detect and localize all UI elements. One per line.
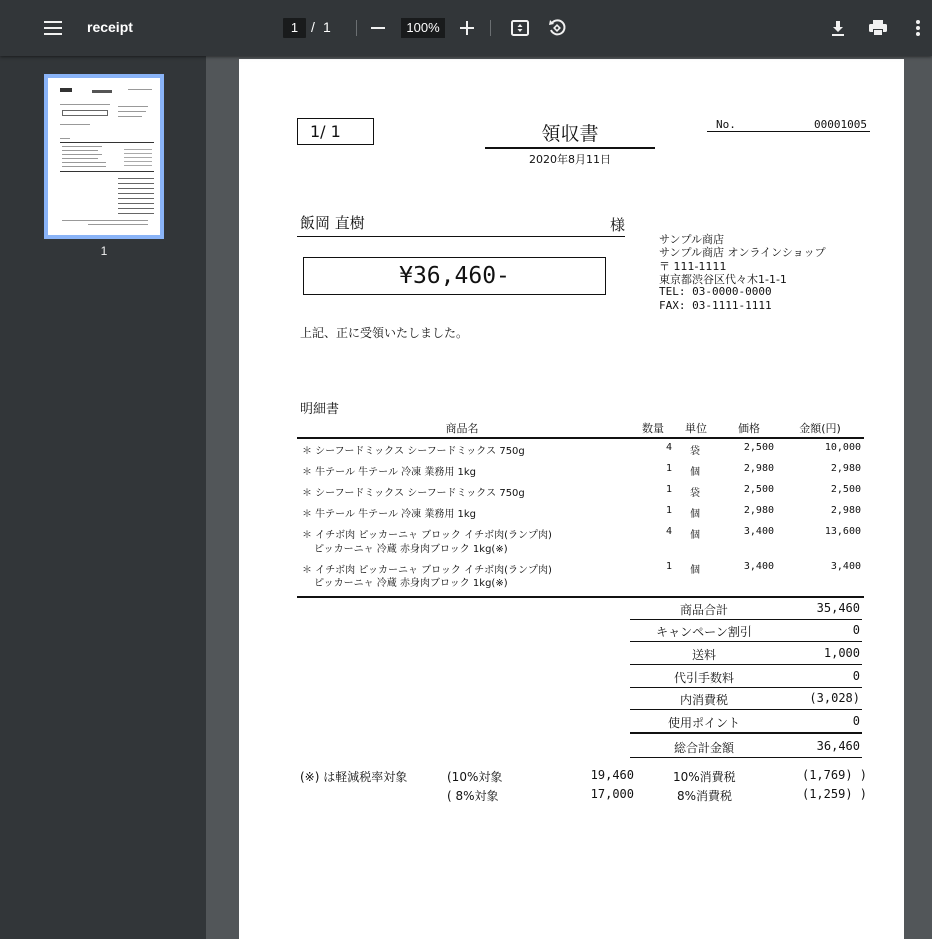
summary-value: 0 — [852, 669, 860, 683]
summary-label: 代引手数料 — [673, 671, 734, 685]
item-qty: 1 — [665, 561, 672, 572]
receipt-number-value: 00001005 — [814, 118, 867, 131]
item-price: 2,980 — [743, 505, 774, 516]
item-price: 2,980 — [743, 463, 774, 474]
download-icon — [830, 20, 846, 36]
item-amount: 10,000 — [824, 442, 861, 453]
summary-rule — [630, 757, 862, 758]
summary-value: (3,028) — [809, 691, 860, 705]
toolbar-divider — [490, 20, 491, 36]
rotate-button[interactable] — [543, 14, 571, 42]
thumbnail-sidebar — [0, 56, 206, 939]
item-unit: 個 — [690, 509, 700, 520]
summary-label: 内消費税 — [679, 693, 728, 707]
summary-value: 35,460 — [816, 601, 860, 615]
received-statement: 上記、正に受領いたしました。 — [300, 326, 469, 340]
item-name: ＊ シーフードミックス シーフードミックス 750g — [302, 446, 525, 457]
grand-total-value: 36,460 — [816, 739, 860, 753]
shop-address: 東京都渋谷区代々木1-1-1 — [659, 273, 787, 286]
table-header-rule — [297, 437, 864, 439]
item-qty: 1 — [665, 463, 672, 474]
item-amount: 2,980 — [830, 505, 861, 516]
issue-date: 2020年8月11日 — [529, 153, 611, 166]
column-header-unit: 単位 — [685, 422, 707, 435]
toolbar-divider — [356, 20, 357, 36]
item-name: ＊ イチボ肉 ピッカーニャ ブロック イチボ肉(ランプ肉) — [302, 565, 552, 576]
page-indicator: 1/ 1 — [297, 118, 374, 145]
item-qty: 4 — [665, 442, 672, 453]
rotate-icon — [548, 19, 566, 37]
item-name: ＊ 牛テール 牛テール 冷凍 業務用 1kg — [302, 467, 476, 478]
receipt-number-underline — [707, 131, 870, 132]
column-header-name: 商品名 — [445, 422, 479, 435]
thumbnail-page-number: 1 — [100, 244, 108, 258]
page-separator: / — [311, 19, 315, 35]
tax-amount-10: (1,769) ) — [801, 768, 867, 782]
tax-target-10: (10%対象 — [447, 770, 503, 784]
honorific: 様 — [610, 216, 626, 234]
reduced-tax-note: (※) は軽減税率対象 — [300, 770, 408, 784]
tax-label-10: 10%消費税 — [673, 770, 736, 784]
hamburger-menu-icon — [44, 21, 62, 35]
printer-icon — [869, 20, 887, 36]
fit-page-icon — [511, 19, 529, 37]
zoom-in-button[interactable] — [453, 14, 481, 42]
item-name: ＊ 牛テール 牛テール 冷凍 業務用 1kg — [302, 509, 476, 520]
item-unit: 袋 — [690, 488, 700, 499]
item-unit: 個 — [690, 565, 700, 576]
fit-to-page-button[interactable] — [506, 14, 534, 42]
item-name-continued: ピッカーニャ 冷蔵 赤身肉ブロック 1kg(※) — [314, 544, 508, 555]
tax-amount-8: (1,259) ) — [801, 787, 867, 801]
grand-total-label: 総合計金額 — [673, 741, 734, 755]
download-button[interactable] — [824, 14, 852, 42]
summary-value: 0 — [852, 623, 860, 637]
item-qty: 1 — [665, 505, 672, 516]
customer-underline — [297, 236, 625, 237]
plus-icon — [460, 21, 474, 35]
document-title: receipt — [87, 19, 133, 35]
tax-target-8: ( 8%対象 — [447, 789, 499, 803]
detail-heading: 明細書 — [300, 402, 340, 417]
print-button[interactable] — [864, 14, 892, 42]
menu-button[interactable] — [37, 12, 69, 44]
column-header-amount: 金額(円) — [799, 422, 841, 435]
total-amount: ¥36,460- — [303, 257, 606, 295]
item-name-continued: ピッカーニャ 冷蔵 赤身肉ブロック 1kg(※) — [314, 578, 508, 589]
item-amount: 2,500 — [830, 484, 861, 495]
item-unit: 個 — [690, 467, 700, 478]
summary-rule — [630, 619, 862, 620]
item-amount: 3,400 — [830, 561, 861, 572]
shop-tel: TEL: 03-0000-0000 — [659, 285, 772, 298]
summary-value: 1,000 — [823, 646, 860, 660]
item-name: ＊ イチボ肉 ピッカーニャ ブロック イチボ肉(ランプ肉) — [302, 530, 552, 541]
summary-label: 商品合計 — [679, 603, 728, 617]
summary-label: 送料 — [691, 648, 716, 662]
title-underline — [485, 147, 655, 149]
page-thumbnail[interactable] — [44, 74, 164, 239]
minus-icon — [371, 21, 385, 35]
shop-store-name: サンプル商店 オンラインショップ — [659, 246, 826, 259]
item-qty: 4 — [665, 526, 672, 537]
pdf-toolbar — [0, 0, 932, 56]
item-price: 2,500 — [743, 442, 774, 453]
item-qty: 1 — [665, 484, 672, 495]
items-end-rule — [297, 596, 864, 598]
more-actions-button[interactable] — [904, 14, 932, 42]
item-unit: 袋 — [690, 446, 700, 457]
item-name: ＊ シーフードミックス シーフードミックス 750g — [302, 488, 525, 499]
pdf-page — [239, 59, 904, 939]
customer-name: 飯岡 直樹 — [300, 214, 365, 232]
shop-postal-code: 〒 111-1111 — [659, 260, 727, 273]
shop-name: サンプル商店 — [659, 233, 725, 246]
tax-base-8: 17,000 — [590, 787, 634, 801]
zoom-level-input[interactable]: 100% — [401, 18, 445, 38]
summary-rule — [630, 709, 862, 710]
page-total: 1 — [323, 19, 331, 35]
summary-rule — [630, 641, 862, 642]
tax-label-8: 8%消費税 — [677, 789, 733, 803]
summary-label: キャンペーン割引 — [656, 625, 752, 639]
item-price: 3,400 — [743, 526, 774, 537]
summary-label: 使用ポイント — [667, 716, 740, 730]
item-unit: 個 — [690, 530, 700, 541]
column-header-qty: 数量 — [642, 422, 664, 435]
document-viewer[interactable] — [206, 56, 932, 939]
tax-base-10: 19,460 — [590, 768, 634, 782]
thumbnail-preview — [48, 78, 160, 235]
item-price: 2,500 — [743, 484, 774, 495]
receipt-title: 領収書 — [541, 123, 599, 145]
summary-value: 0 — [852, 714, 860, 728]
summary-rule — [630, 687, 862, 688]
item-amount: 13,600 — [824, 526, 861, 537]
item-price: 3,400 — [743, 561, 774, 572]
page-number-input[interactable]: 1 — [283, 18, 306, 38]
summary-rule — [630, 732, 862, 734]
shop-fax: FAX: 03-1111-1111 — [659, 299, 772, 312]
more-vert-icon — [916, 20, 920, 36]
item-amount: 2,980 — [830, 463, 861, 474]
summary-rule — [630, 664, 862, 665]
column-header-price: 価格 — [738, 422, 760, 435]
zoom-out-button[interactable] — [364, 14, 392, 42]
receipt-number-label: No. — [716, 118, 736, 131]
